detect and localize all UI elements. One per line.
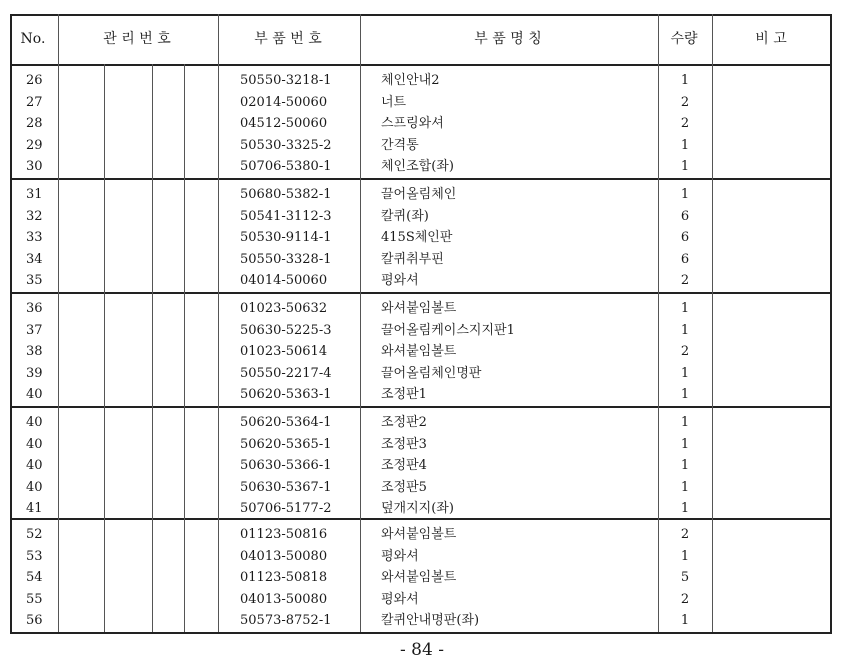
part-name: 평와셔 — [381, 548, 419, 564]
quantity: 2 — [680, 273, 690, 289]
part-name: 너트 — [381, 94, 407, 110]
part-number: 50550-2217-4 — [240, 365, 332, 381]
quantity: 1 — [680, 73, 690, 88]
row-number: 34 — [26, 251, 43, 267]
column-divider — [360, 14, 361, 632]
part-number: 50680-5382-1 — [240, 187, 332, 202]
quantity: 1 — [680, 187, 690, 202]
part-name: 칼퀴취부핀 — [381, 251, 444, 267]
row-number: 40 — [26, 436, 43, 452]
row-number: 40 — [26, 479, 43, 495]
part-name: 와셔붙임볼트 — [381, 344, 457, 360]
part-name: 간격통 — [381, 137, 419, 153]
quantity: 1 — [680, 436, 690, 452]
quantity: 6 — [680, 251, 690, 267]
row-number: 40 — [26, 387, 43, 403]
row-number: 52 — [26, 527, 43, 542]
part-name: 끌어올림체인 — [381, 187, 457, 202]
quantity: 2 — [680, 116, 690, 132]
part-number: 50630-5225-3 — [240, 322, 332, 338]
part-name: 칼퀴안내명판(좌) — [381, 613, 480, 629]
management-subcolumn-divider — [104, 64, 105, 632]
quantity: 1 — [680, 387, 690, 403]
part-number: 01023-50632 — [240, 301, 328, 316]
part-name: 조정판3 — [381, 436, 427, 452]
row-number: 54 — [26, 570, 43, 586]
row-number: 40 — [26, 458, 43, 474]
part-name: 조정판5 — [381, 479, 427, 495]
part-name: 조정판2 — [381, 415, 427, 430]
page-number: - 84 - — [400, 640, 444, 660]
row-number: 41 — [26, 501, 43, 517]
row-number: 37 — [26, 322, 43, 338]
row-number: 33 — [26, 230, 43, 246]
quantity: 1 — [680, 159, 690, 175]
row-number: 53 — [26, 548, 43, 564]
group-separator — [10, 178, 830, 180]
part-name: 평와셔 — [381, 273, 419, 289]
part-name: 415S체인판 — [381, 230, 453, 246]
quantity: 1 — [680, 479, 690, 495]
part-number: 01023-50614 — [240, 344, 328, 360]
quantity: 5 — [680, 570, 690, 586]
part-number: 50620-5364-1 — [240, 415, 332, 430]
row-number: 38 — [26, 344, 43, 360]
part-number: 50550-3218-1 — [240, 73, 332, 88]
group-separator — [10, 518, 830, 520]
part-name: 조정판1 — [381, 387, 427, 403]
column-divider — [712, 14, 713, 632]
header-part-number: 부 품 번 호 — [254, 31, 322, 47]
quantity: 1 — [680, 501, 690, 517]
header-remarks: 비 고 — [755, 31, 787, 47]
part-number: 04512-50060 — [240, 116, 328, 132]
part-number: 01123-50818 — [240, 570, 328, 586]
row-number: 30 — [26, 159, 43, 175]
quantity: 6 — [680, 208, 690, 224]
row-number: 39 — [26, 365, 43, 381]
row-number: 26 — [26, 73, 43, 88]
part-number: 50530-3325-2 — [240, 137, 332, 153]
header-management-number: 관 리 번 호 — [103, 31, 171, 47]
part-number: 01123-50816 — [240, 527, 328, 542]
quantity: 2 — [680, 94, 690, 110]
part-number: 50706-5177-2 — [240, 501, 332, 517]
part-number: 50620-5363-1 — [240, 387, 332, 403]
part-name: 와셔붙임볼트 — [381, 527, 457, 542]
quantity: 1 — [680, 301, 690, 316]
quantity: 1 — [680, 458, 690, 474]
quantity: 1 — [680, 322, 690, 338]
row-number: 32 — [26, 208, 43, 224]
part-number: 50541-3112-3 — [240, 208, 332, 224]
quantity: 1 — [680, 548, 690, 564]
table-bottom-border — [10, 632, 830, 634]
quantity: 1 — [680, 613, 690, 629]
part-number: 50630-5366-1 — [240, 458, 332, 474]
quantity: 2 — [680, 344, 690, 360]
part-name: 평와셔 — [381, 591, 419, 607]
row-number: 35 — [26, 273, 43, 289]
part-number: 04014-50060 — [240, 273, 328, 289]
header-part-name: 부 품 명 칭 — [474, 31, 542, 47]
part-name: 스프링와셔 — [381, 116, 444, 132]
header-no: No. — [20, 31, 46, 47]
part-name: 조정판4 — [381, 458, 427, 474]
part-number: 50630-5367-1 — [240, 479, 332, 495]
row-number: 36 — [26, 301, 43, 316]
part-number: 50706-5380-1 — [240, 159, 332, 175]
part-name: 칼퀴(좌) — [381, 208, 429, 224]
quantity: 1 — [680, 365, 690, 381]
row-number: 55 — [26, 591, 43, 607]
quantity: 2 — [680, 591, 690, 607]
part-name: 끌어올림체인명판 — [381, 365, 482, 381]
part-number: 50530-9114-1 — [240, 230, 332, 246]
row-number: 29 — [26, 137, 43, 153]
part-number: 02014-50060 — [240, 94, 328, 110]
row-number: 31 — [26, 187, 43, 202]
group-separator — [10, 406, 830, 408]
part-name: 덮개지지(좌) — [381, 501, 454, 517]
group-separator — [10, 292, 830, 294]
quantity: 1 — [680, 137, 690, 153]
management-subcolumn-divider — [184, 64, 185, 632]
part-number: 04013-50080 — [240, 591, 328, 607]
row-number: 28 — [26, 116, 43, 132]
row-number: 40 — [26, 415, 43, 430]
quantity: 2 — [680, 527, 690, 542]
table-left-border — [10, 14, 12, 634]
row-number: 27 — [26, 94, 43, 110]
quantity: 1 — [680, 415, 690, 430]
table-right-border — [830, 14, 832, 634]
management-subcolumn-divider — [152, 64, 153, 632]
part-name: 와셔붙임볼트 — [381, 570, 457, 586]
part-number: 50573-8752-1 — [240, 613, 332, 629]
table-top-border — [10, 14, 830, 16]
part-name: 체인안내2 — [381, 73, 440, 88]
header-divider — [10, 64, 830, 66]
part-name: 와셔붙임볼트 — [381, 301, 457, 316]
column-divider — [58, 14, 59, 632]
part-number: 50620-5365-1 — [240, 436, 332, 452]
part-number: 50550-3328-1 — [240, 251, 332, 267]
header-quantity: 수량 — [670, 31, 698, 47]
column-divider — [658, 14, 659, 632]
part-number: 04013-50080 — [240, 548, 328, 564]
part-name: 끌어올림케이스지지판1 — [381, 322, 515, 338]
row-number: 56 — [26, 613, 43, 629]
quantity: 6 — [680, 230, 690, 246]
part-name: 체인조합(좌) — [381, 159, 454, 175]
column-divider — [218, 14, 219, 632]
